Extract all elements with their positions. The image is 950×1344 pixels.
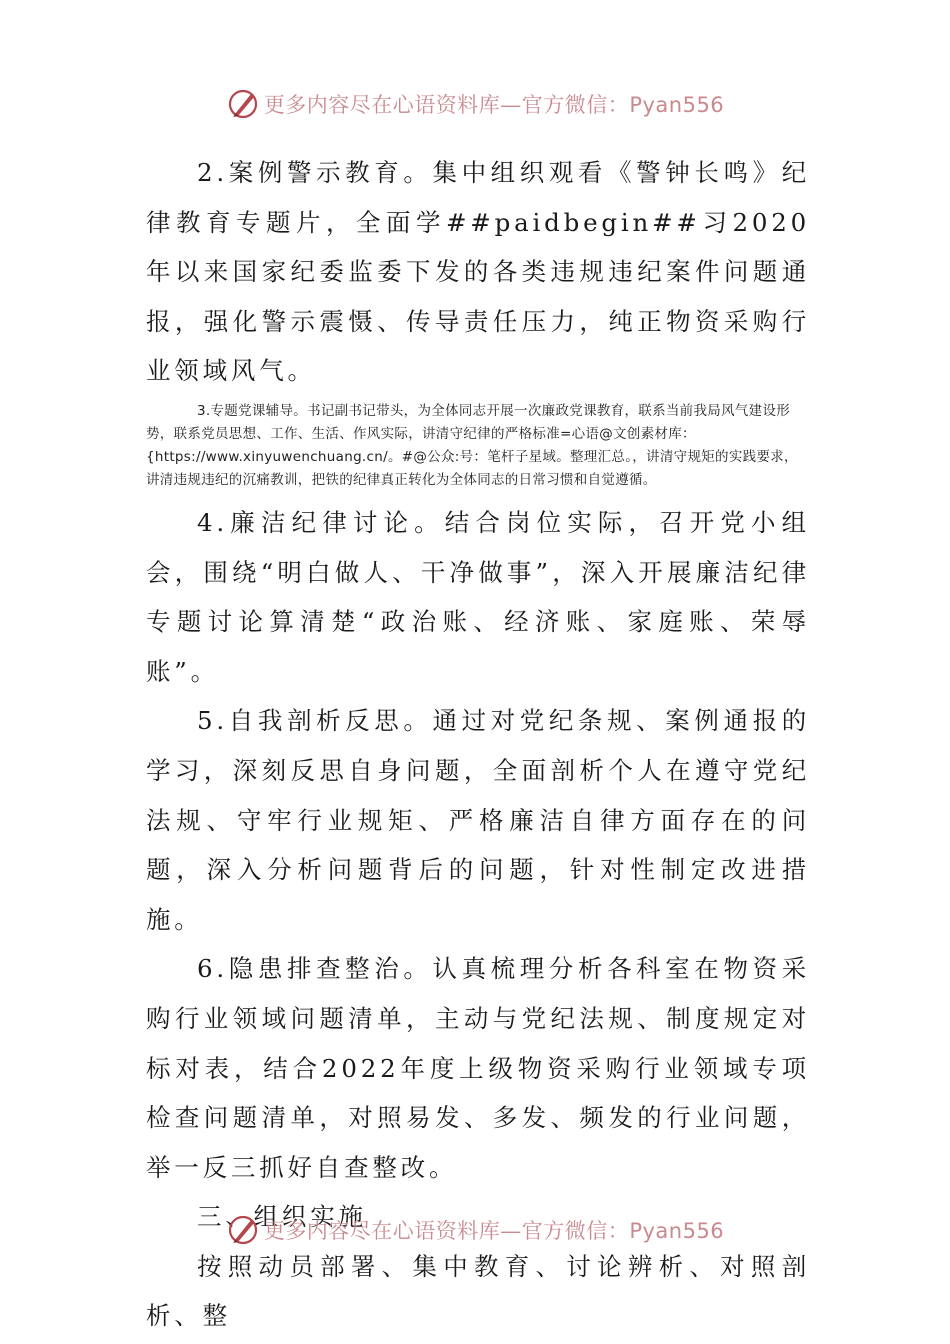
watermark-handle: Pyan556 bbox=[629, 1219, 725, 1243]
document-body bbox=[146, 148, 810, 1341]
paragraph-implementation-steps: 按照动员部署、集中教育、讨论辨析、对照剖析、整 bbox=[146, 1251, 810, 1331]
paragraph-self-reflection: 5.自我剖析反思。通过对党纪条规、案例通报的学习，深刻反思自身问题，全面剖析个人在遵守党纪法规、守牢行业规矩、严格廉洁自律方面存在的问题，深入分析问题背后的问题，针对性制定改进措施。 bbox=[146, 706, 810, 934]
paragraph-integrity-discussion: 4.廉洁纪律讨论。结合岗位实际，召开党小组会，围绕“明白做人、干净做事”，深入开展廉洁纪律专题讨论算清楚“政治账、经济账、家庭账、荣辱账”。 bbox=[146, 507, 810, 686]
paragraph-case-warning: 2.案例警示教育。集中组织观看《警钟长鸣》纪律教育专题片，全面学##paidbegin##习2020年以来国家纪委监委下发的各类违规违纪案件问题通报，强化警示震慑、传导责任压力，纯正物资采购行业领域风气。 bbox=[146, 158, 810, 386]
pen-logo-icon bbox=[226, 87, 260, 121]
footer-watermark bbox=[0, 1210, 950, 1250]
watermark-text: 更多内容尽在心语资料库—官方微信： bbox=[263, 93, 630, 117]
header-watermark bbox=[0, 84, 950, 124]
watermark-text: 更多内容尽在心语资料库—官方微信： bbox=[263, 1219, 630, 1243]
paragraph-party-lecture: 3.专题党课辅导。书记副书记带头，为全体同志开展一次廉政党课教育，联系当前我局风气建设形势，联系党员思想、工作、生活、作风实际，讲清守纪律的严格标准=心语@文创素材库：{https://www.xinyuwenchuang.cn/。#@公众:号：笔杆子星域。整理汇总。，讲清守规矩的实践要求，讲清违规违纪的沉痛教训，把铁的纪律真正转化为全体同志的日常习惯和自觉遵循。 bbox=[146, 402, 798, 488]
watermark-handle: Pyan556 bbox=[629, 93, 725, 117]
section-heading-implementation: 三、组织实施 bbox=[197, 1202, 367, 1232]
pen-logo-icon bbox=[226, 1213, 260, 1247]
paragraph-hazard-check: 6.隐患排查整治。认真梳理分析各科室在物资采购行业领域问题清单，主动与党纪法规、制度规定对标对表，结合2022年度上级物资采购行业领域专项检查问题清单，对照易发、多发、频发的行业问题，举一反三抓好自查整改。 bbox=[146, 954, 810, 1182]
